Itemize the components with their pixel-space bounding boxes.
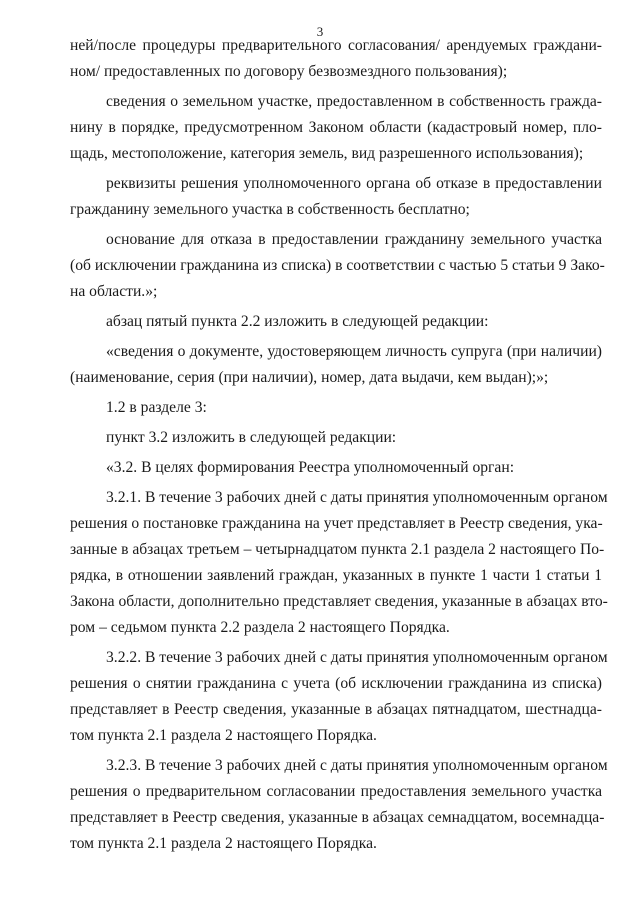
text-line: Закона области, дополнительно представляет сведения, указанные в абзацах вто- bbox=[70, 593, 608, 610]
text-line: (об исключении гражданина из списка) в соответствии с частью 5 статьи 9 Зако- bbox=[70, 257, 605, 274]
text-line: ном/ предоставленных по договору безвозмездного пользования); bbox=[70, 63, 508, 80]
page-number: 3 bbox=[316, 24, 324, 39]
text-line: ром – седьмом пункта 2.2 раздела 2 настоящего Порядка. bbox=[70, 619, 450, 636]
text-line: решения о предварительном согласовании предоставления земельного участка bbox=[70, 783, 602, 800]
text-line: представляет в Реестр сведения, указанные в абзацах пятнадцатом, шестнадца- bbox=[70, 701, 602, 718]
text-line: занные в абзацах третьем – четырнадцатом пункта 2.1 раздела 2 настоящего По- bbox=[70, 541, 605, 558]
text-line: 3.2.2. В течение 3 рабочих дней с даты принятия уполномоченным органом bbox=[106, 649, 608, 666]
text-line: щадь, местоположение, категория земель, вид разрешенного использования); bbox=[70, 145, 584, 162]
text-line: 3.2.3. В течение 3 рабочих дней с даты принятия уполномоченным органом bbox=[106, 757, 608, 774]
text-line: реквизиты решения уполномоченного органа об отказе в предоставлении bbox=[106, 175, 602, 192]
text-line: на области.»; bbox=[70, 283, 158, 300]
text-line: представляет в Реестр сведения, указанные в абзацах семнадцатом, восемнадца- bbox=[70, 809, 605, 826]
text-line: том пункта 2.1 раздела 2 настоящего Порядка. bbox=[70, 835, 377, 852]
text-line: пункт 3.2 изложить в следующей редакции: bbox=[106, 429, 397, 446]
text-line: «сведения о документе, удостоверяющем личность супруга (при наличии) bbox=[106, 343, 602, 360]
text-line: том пункта 2.1 раздела 2 настоящего Порядка. bbox=[70, 727, 377, 744]
text-line: решения о снятии гражданина с учета (об исключении гражданина из списка) bbox=[70, 675, 602, 692]
text-line: (наименование, серия (при наличии), номер, дата выдачи, кем выдан);»; bbox=[70, 369, 549, 386]
text-line: основание для отказа в предоставлении гражданину земельного участка bbox=[106, 231, 602, 248]
text-line: нину в порядке, предусмотренном Законом области (кадастровый номер, пло- bbox=[70, 119, 602, 136]
text-line: 3.2.1. В течение 3 рабочих дней с даты принятия уполномоченным органом bbox=[106, 489, 608, 506]
text-line: решения о постановке гражданина на учет представляет в Реестр сведения, ука- bbox=[70, 515, 603, 532]
text-line: абзац пятый пункта 2.2 изложить в следующей редакции: bbox=[106, 313, 489, 330]
text-line: гражданину земельного участка в собственность бесплатно; bbox=[70, 201, 470, 218]
text-line: сведения о земельном участке, предоставленном в собственность гражда- bbox=[106, 93, 602, 110]
text-line: «3.2. В целях формирования Реестра уполномоченный орган: bbox=[106, 459, 515, 476]
text-line: рядка, в отношении заявлений граждан, указанных в пункте 1 части 1 статьи 1 bbox=[70, 567, 602, 584]
text-line: ней/после процедуры предварительного согласования/ арендуемых граждани- bbox=[70, 37, 602, 54]
text-line: 1.2 в разделе 3: bbox=[106, 399, 207, 416]
